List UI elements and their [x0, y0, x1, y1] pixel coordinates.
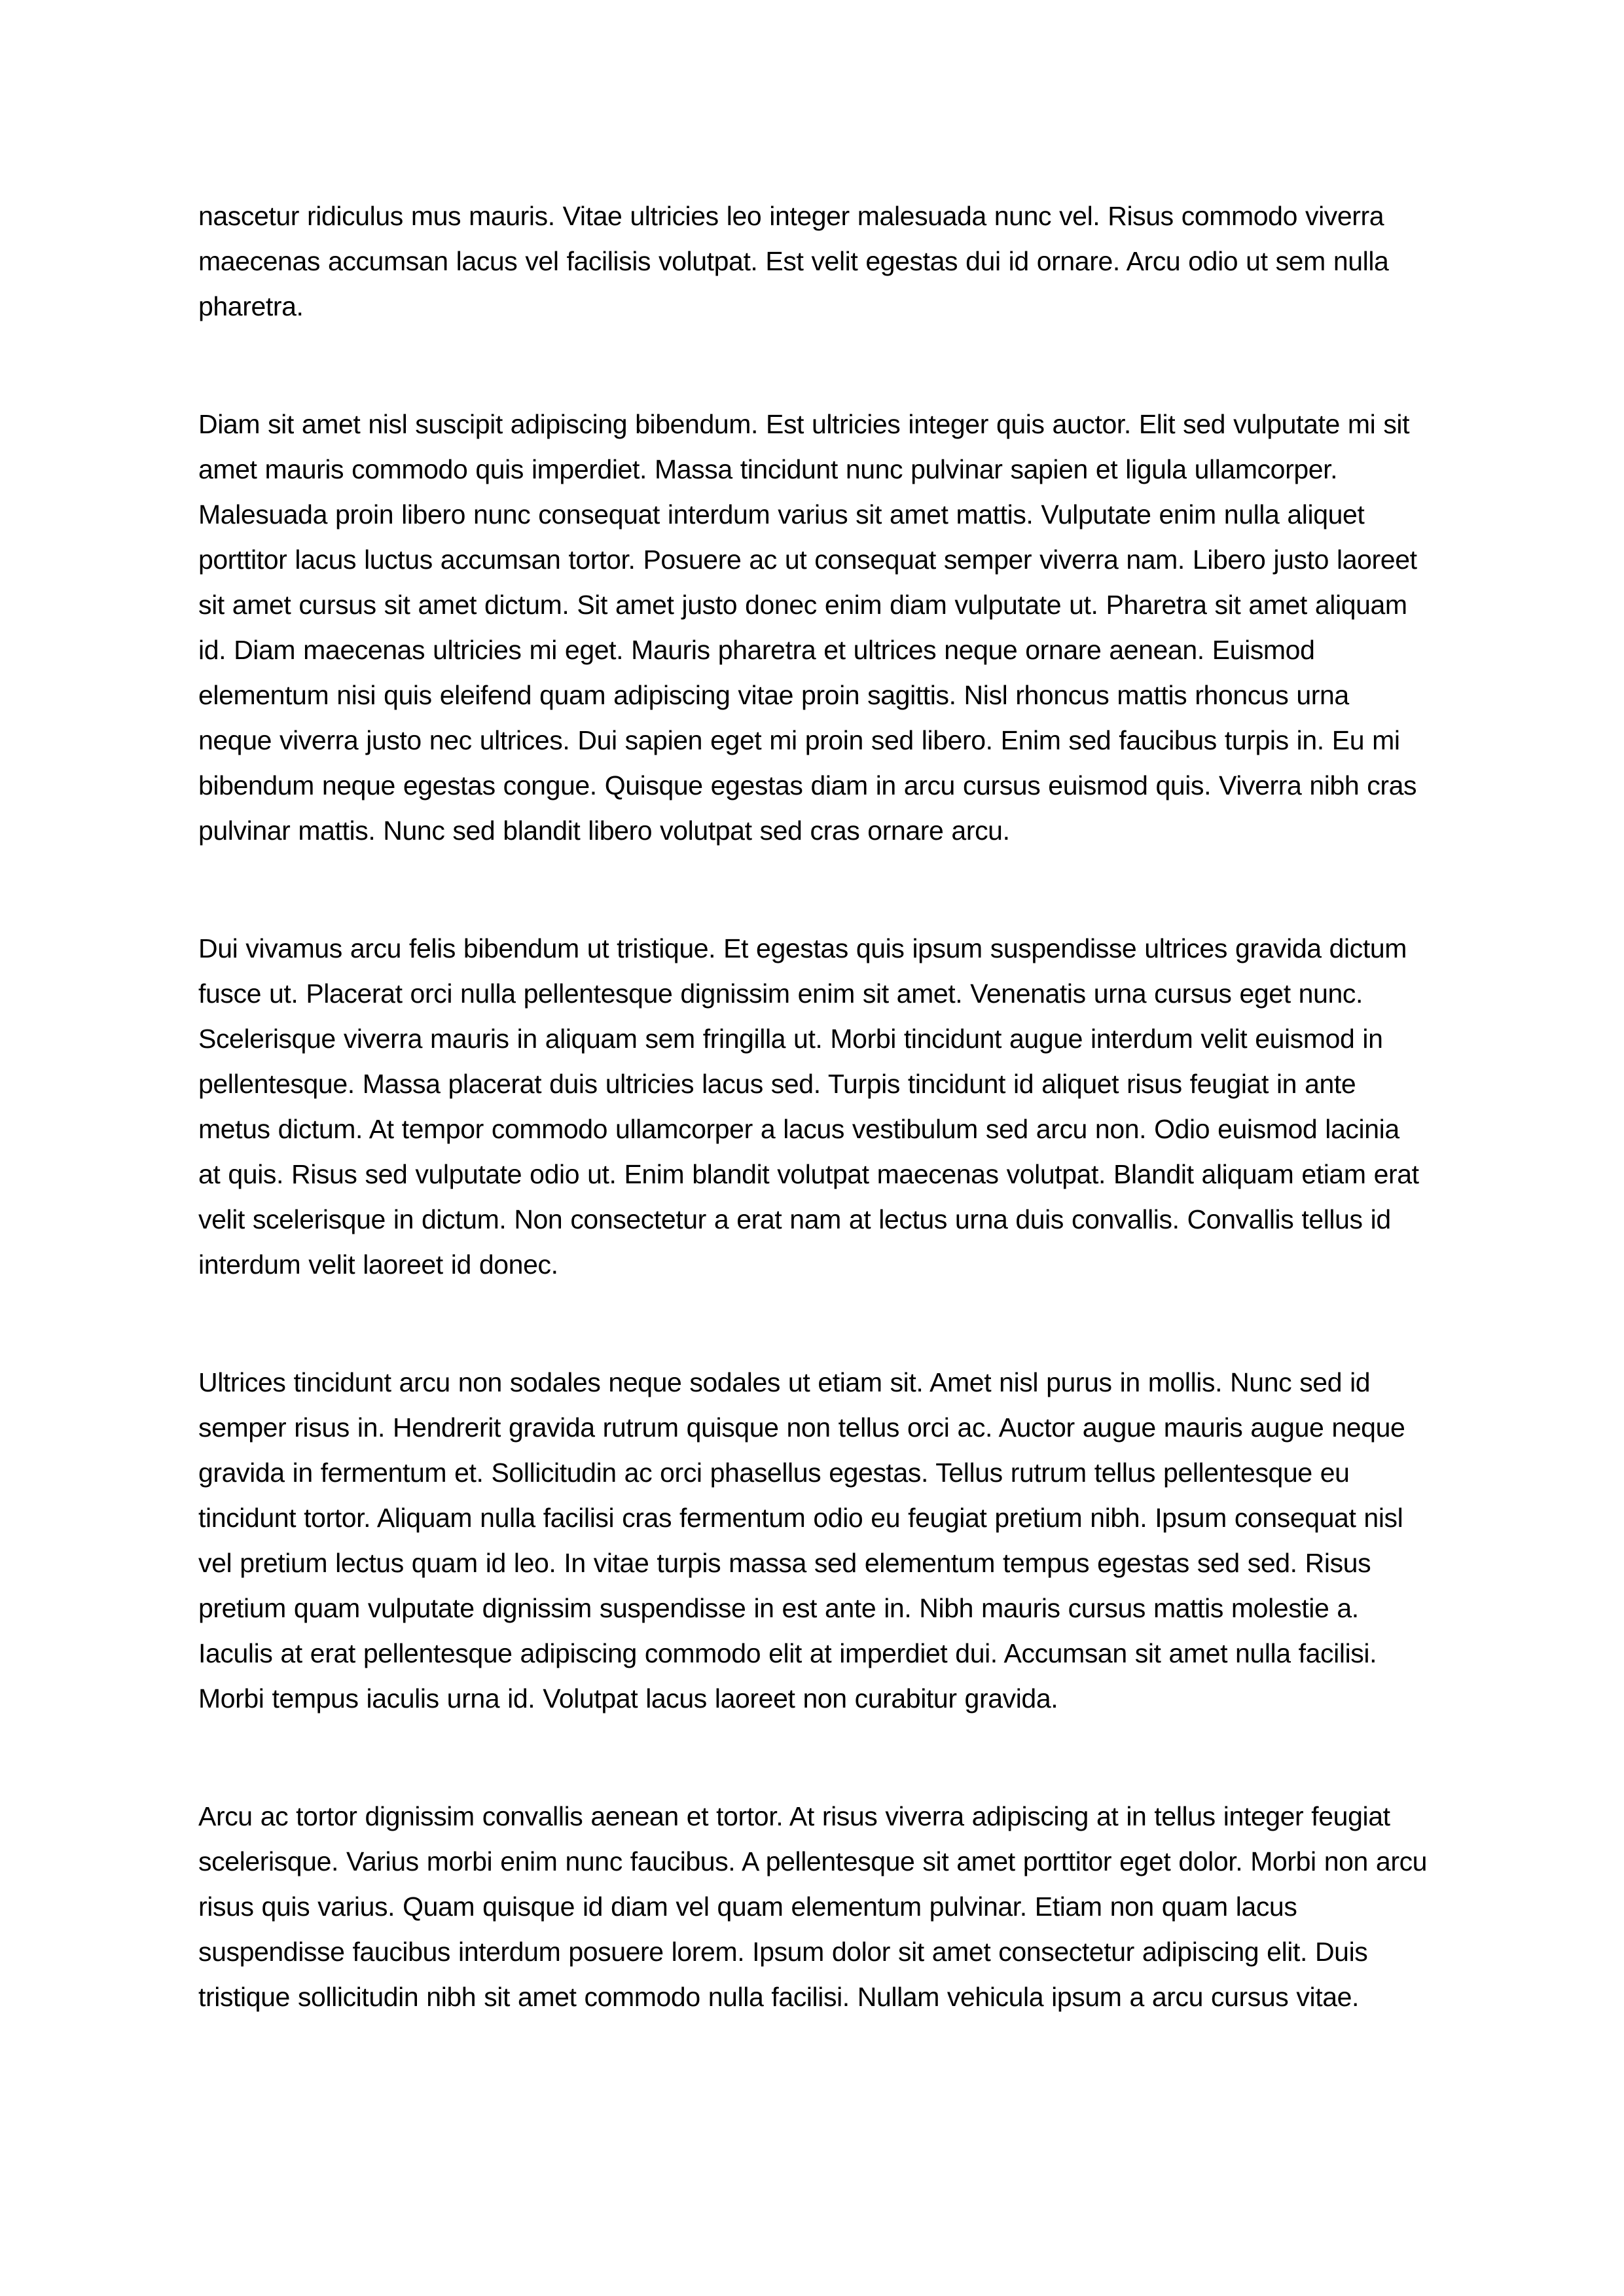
- paragraph: nascetur ridiculus mus mauris. Vitae ultricies leo integer malesuada nunc vel. Risus commodo viverra maecenas accumsan lacus vel facilisis volutpat. Est velit egestas dui id ornare. Arcu odio ut sem nulla pharetra.: [198, 201, 1389, 321]
- paragraph: Diam sit amet nisl suscipit adipiscing bibendum. Est ultricies integer quis auctor. Elit sed vulputate mi sit amet mauris commodo quis imperdiet. Massa tincidunt nunc pulvinar sapien et ligula ullamcorper. Malesuada proin libero nunc consequat interdum varius sit amet mattis. Vulputate enim nulla aliquet porttitor lacus luctus accumsan tortor. Posuere ac ut consequat semper viverra nam. Libero justo laoreet sit amet cursus sit amet dictum. Sit amet justo donec enim diam vulputate ut. Pharetra sit amet aliquam id. Diam maecenas ultricies mi eget. Mauris pharetra et ultrices neque ornare aenean. Euismod elementum nisi quis eleifend quam adipiscing vitae proin sagittis. Nisl rhoncus mattis rhoncus urna neque viverra justo nec ultrices. Dui sapien eget mi proin sed libero. Enim sed faucibus turpis in. Eu mi bibendum neque egestas congue. Quisque egestas diam in arcu cursus euismod quis. Viverra nibh cras pulvinar mattis. Nunc sed blandit libero volutpat sed cras ornare arcu.: [198, 409, 1417, 846]
- paragraph: Arcu ac tortor dignissim convallis aenean et tortor. At risus viverra adipiscing at in tellus integer feugiat scelerisque. Varius morbi enim nunc faucibus. A pellentesque sit amet porttitor eget dolor. Morbi non arcu risus quis varius. Quam quisque id diam vel quam elementum pulvinar. Etiam non quam lacus suspendisse faucibus interdum posuere lorem. Ipsum dolor sit amet consectetur adipiscing elit. Duis tristique sollicitudin nibh sit amet commodo nulla facilisi. Nullam vehicula ipsum a arcu cursus vitae.: [198, 1801, 1428, 2012]
- paragraph: Dui vivamus arcu felis bibendum ut tristique. Et egestas quis ipsum suspendisse ultrices gravida dictum fusce ut. Placerat orci nulla pellentesque dignissim enim sit amet. Venenatis urna cursus eget nunc. Scelerisque viverra mauris in aliquam sem fringilla ut. Morbi tincidunt augue interdum velit euismod in pellentesque. Massa placerat duis ultricies lacus sed. Turpis tincidunt id aliquet risus feugiat in ante metus dictum. At tempor commodo ullamcorper a lacus vestibulum sed arcu non. Odio euismod lacinia at quis. Risus sed vulputate odio ut. Enim blandit volutpat maecenas volutpat. Blandit aliquam etiam erat velit scelerisque in dictum. Non consectetur a erat nam at lectus urna duis convallis. Convallis tellus id interdum velit laoreet id donec.: [198, 933, 1419, 1280]
- paragraph: Ultrices tincidunt arcu non sodales neque sodales ut etiam sit. Amet nisl purus in mollis. Nunc sed id semper risus in. Hendrerit gravida rutrum quisque non tellus orci ac. Auctor augue mauris augue neque gravida in fermentum et. Sollicitudin ac orci phasellus egestas. Tellus rutrum tellus pellentesque eu tincidunt tortor. Aliquam nulla facilisi cras fermentum odio eu feugiat pretium nibh. Ipsum consequat nisl vel pretium lectus quam id leo. In vitae turpis massa sed elementum tempus egestas sed sed. Risus pretium quam vulputate dignissim suspendisse in est ante in. Nibh mauris cursus mattis molestie a. Iaculis at erat pellentesque adipiscing commodo elit at imperdiet dui. Accumsan sit amet nulla facilisi. Morbi tempus iaculis urna id. Volutpat lacus laoreet non curabitur gravida.: [198, 1367, 1405, 1713]
